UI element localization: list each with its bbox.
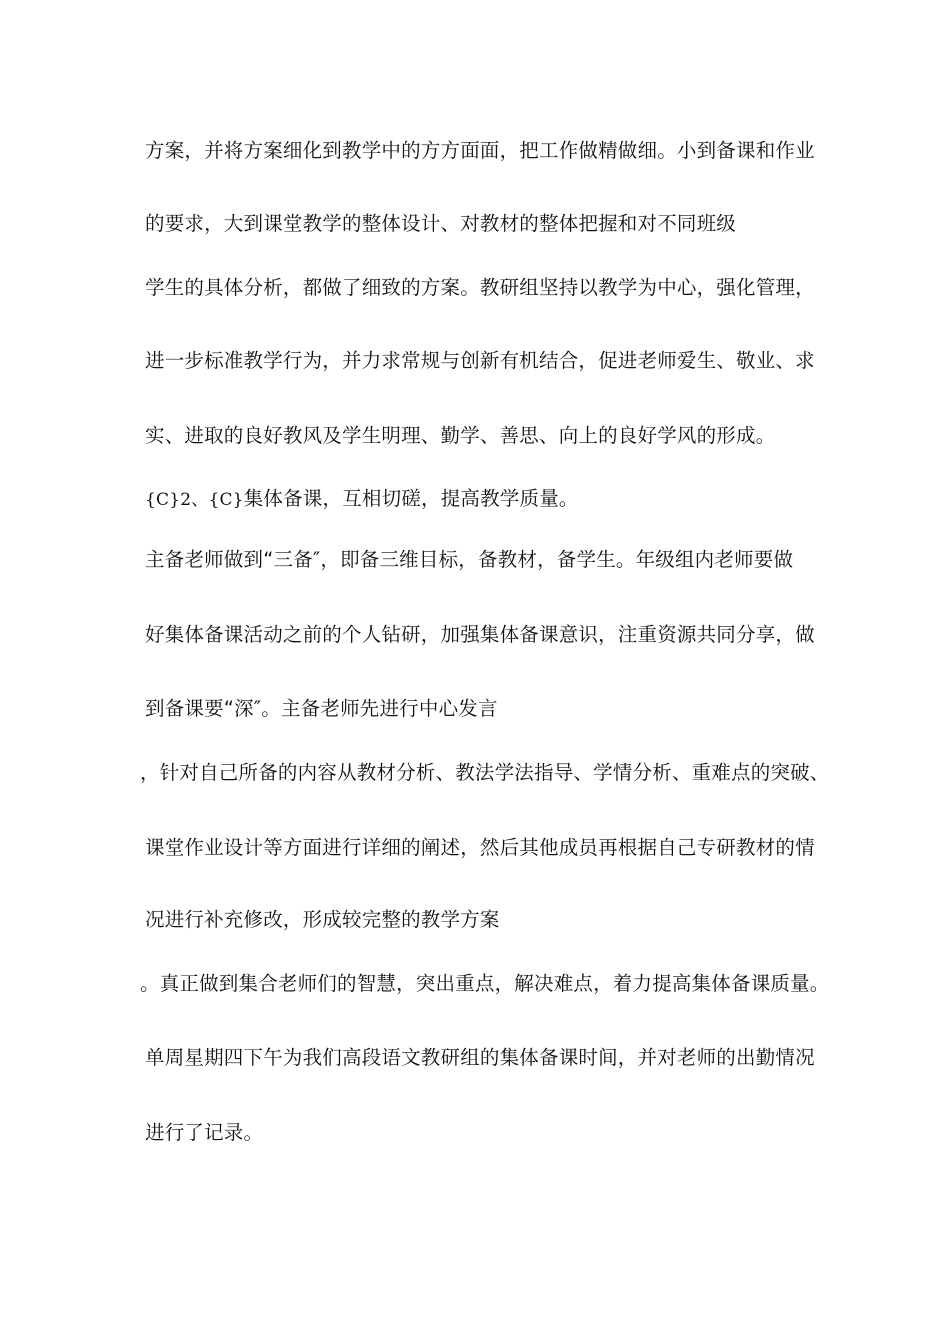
paragraph-line: 况进行补充修改，形成较完整的教学方案 [145,908,500,931]
paragraph-line: 单周星期四下午为我们高段语文教研组的集体备课时间，并对老师的出勤情况 [145,1046,815,1069]
paragraph-line: 。真正做到集合老师们的智慧，突出重点，解决难点，着力提高集体备课质量。 [140,972,830,995]
paragraph-line: 学生的具体分析，都做了细致的方案。教研组坚持以教学为中心，强化管理， [145,276,815,299]
paragraph-line: 方案，并将方案细化到教学中的方方面面，把工作做精做细。小到备课和作业 [145,139,815,162]
section-heading [145,487,579,512]
paragraph-line: 主备老师做到“三备″，即备三维目标，备教材，备学生。年级组内老师要做 [145,548,794,571]
paragraph-line: 到备课要“深″。主备老师先进行中心发言 [145,697,498,720]
section-heading-text: 集体备课，互相切磋，提高教学质量。 [243,487,579,510]
paragraph-line: ，针对自己所备的内容从教材分析、教法学法指导、学情分析、重难点的突破、 [140,761,830,784]
paragraph-line: 课堂作业设计等方面进行详细的阐述，然后其他成员再根据自己专研教材的情 [145,836,815,859]
paragraph-line: 的要求，大到课堂教学的整体设计、对教材的整体把握和对不同班级 [145,212,737,235]
section-number: {C}2、{C} [145,490,244,510]
paragraph-line: 好集体备课活动之前的个人钻研，加强集体备课意识，注重资源共同分享，做 [145,623,815,646]
paragraph-line: 实、进取的良好教风及学生明理、勤学、善思、向上的良好学风的形成。 [145,424,776,447]
paragraph-line: 进行了记录。 [145,1121,264,1144]
paragraph-line: 进一步标准教学行为，并力求常规与创新有机结合，促进老师爱生、敬业、求 [145,349,815,372]
